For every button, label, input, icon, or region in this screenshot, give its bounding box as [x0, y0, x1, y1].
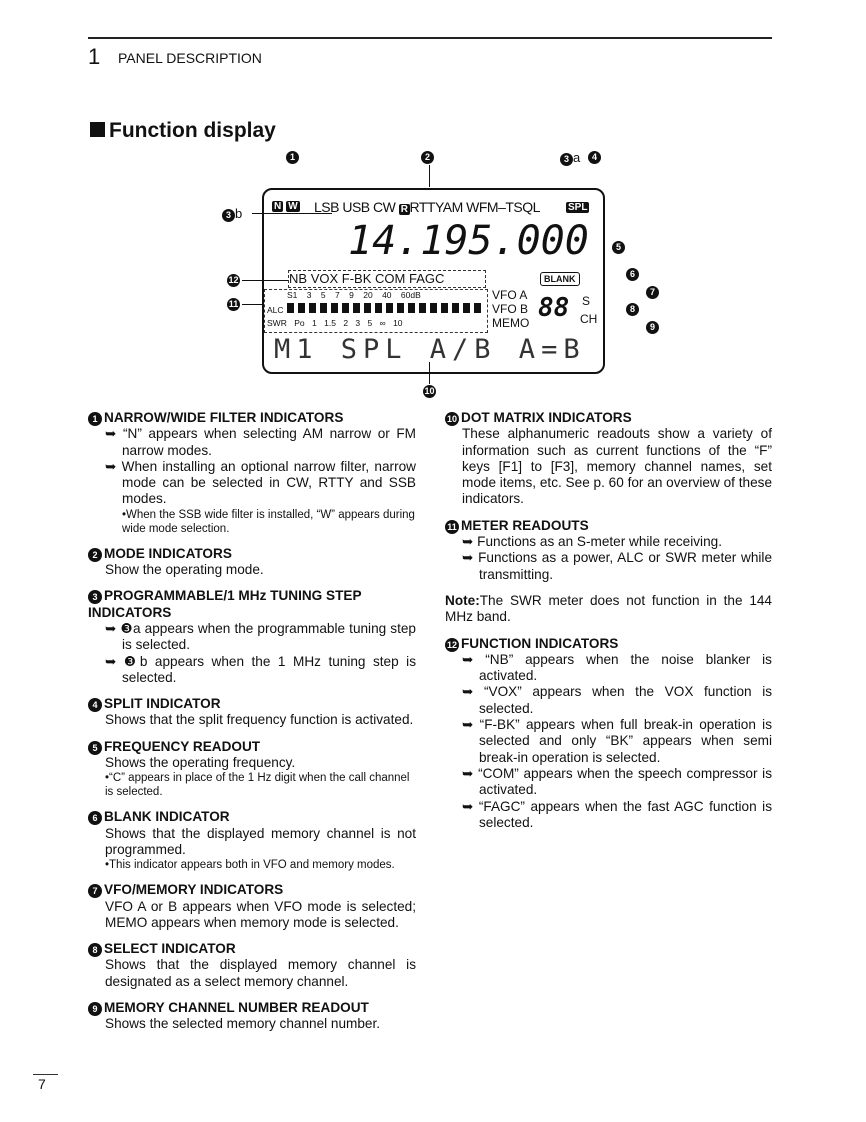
callout-number: 11: [445, 520, 459, 534]
split-indicator: SPL: [568, 202, 588, 213]
callout-number: 6: [88, 811, 102, 825]
s-meter-scale: S1 3 5 7 9 20 40 60dB: [287, 290, 421, 300]
description-section: [88, 809, 416, 872]
callout-9: 9: [646, 321, 659, 334]
description-section: [88, 696, 416, 729]
section-heading: [88, 410, 416, 426]
callout-number: 10: [446, 414, 457, 424]
mode-indicators: LSB USB CW R RTTYAM WFM–TSQL: [314, 199, 540, 215]
section-heading: [445, 518, 772, 534]
callout-number: 9: [88, 1002, 102, 1016]
callout-5: 5: [612, 241, 625, 254]
description-section: [88, 410, 416, 536]
description-section: [88, 882, 416, 931]
arrow-bullet-item: ➥ Functions as an S-meter while receiving.: [445, 534, 772, 550]
section-heading: [88, 588, 416, 621]
description-text: Shows the operating frequency.: [105, 755, 296, 771]
callout-4: 4: [588, 151, 601, 164]
heading-text: FUNCTION INDICATORS: [461, 635, 619, 651]
description-section: [88, 941, 416, 990]
header-rule: [88, 37, 772, 39]
page-number: 7: [38, 1076, 46, 1092]
description-text: •When the SSB wide filter is installed, “W” appears during wide mode selection.: [122, 508, 415, 535]
left-column: [88, 410, 416, 1043]
description-text: Shows that the displayed memory channel is not programmed.: [105, 825, 416, 857]
section-heading: [88, 696, 416, 712]
callout-10: 10: [424, 386, 435, 396]
arrow-bullet-item: ➥ ❸b appears when the 1 MHz tuning step is selected.: [88, 654, 416, 687]
arrow-bullet-item: ➥ “F-BK” appears when full break-in operation is selected and only “BK” appears when semi break-in operation is selected.: [445, 717, 772, 766]
description-section: [445, 410, 772, 508]
section-title-text: Function display: [109, 119, 276, 142]
alc-label: ALC: [267, 305, 284, 315]
heading-text: METER READOUTS: [461, 517, 589, 533]
section-heading: [445, 410, 772, 426]
arrow-bullet-item: ➥ “COM” appears when the speech compressor is activated.: [445, 766, 772, 799]
description-text: VFO A or B appears when VFO mode is selected; MEMO appears when memory mode is selected.: [105, 898, 416, 930]
description-section: [88, 588, 416, 686]
note-label: Note:: [445, 592, 480, 608]
callout-11: 11: [228, 299, 239, 309]
callout-8: 8: [626, 303, 639, 316]
callout-6: 6: [626, 268, 639, 281]
description-text: •This indicator appears both in VFO and memory modes.: [105, 859, 395, 872]
heading-text: NARROW/WIDE FILTER INDICATORS: [104, 410, 344, 425]
meter-bar: [287, 303, 482, 313]
meter-readout: [264, 289, 488, 333]
description-text: These alphanumeric readouts show a variety of information such as current functions of the “F” keys [F1] to [F3], memory channel names, set mode items, etc. See p. 60 for an overview of these indicators.: [462, 426, 772, 507]
heading-text: SPLIT INDICATOR: [104, 696, 221, 712]
callout-number: 7: [88, 884, 102, 898]
callout-number: 2: [88, 548, 102, 562]
arrow-bullet-item: ➥ ❸a appears when the programmable tuning step is selected.: [88, 621, 416, 654]
heading-text: BLANK INDICATOR: [104, 809, 230, 825]
section-heading: [88, 882, 416, 898]
section-heading: [88, 941, 416, 957]
function-indicators: NB VOX F-BK COM FAGC: [288, 270, 486, 288]
description-section: [88, 1000, 416, 1033]
leader-line: [242, 304, 262, 305]
callout-1: 1: [286, 151, 299, 164]
section-heading: [88, 546, 416, 562]
dot-matrix-readout: M1 SPL A/B A=B: [274, 334, 586, 365]
right-column: [445, 410, 772, 841]
callout-number: 12: [446, 639, 457, 650]
description-text: Shows that the displayed memory channel is designated as a select memory channel.: [105, 957, 416, 989]
arrow-bullet-item: ➥ “NB” appears when the noise blanker is activated.: [445, 652, 772, 685]
frequency-readout: 14.195.000: [348, 218, 589, 264]
description-text: Show the operating mode.: [105, 562, 264, 578]
channel-label: CH: [580, 312, 598, 326]
heading-text: PROGRAMMABLE/1 MHz TUNING STEP INDICATORS: [88, 588, 362, 620]
callout-2: 2: [421, 151, 434, 164]
callout-number: 4: [88, 698, 102, 712]
callout-3b: 3 b: [222, 206, 242, 222]
callout-number: 8: [88, 943, 102, 957]
heading-text: FREQUENCY READOUT: [104, 738, 261, 754]
lcd-function-display: [262, 188, 605, 374]
description-section: [88, 546, 416, 579]
callout-12: 12: [228, 275, 239, 285]
description-text: •“C” appears in place of the 1 Hz digit when the call channel is selected.: [105, 772, 410, 799]
page-number-rule: [33, 1074, 58, 1075]
chapter-title: PANEL DESCRIPTION: [118, 50, 262, 66]
vfo-memory-indicators: VFO A VFO B MEMO: [492, 288, 530, 330]
select-indicator: S: [582, 294, 591, 308]
chapter-number: 1: [88, 44, 101, 69]
arrow-bullet-item: ➥ When installing an optional narrow filter, narrow mode can be selected in CW, RTTY and SSB modes.: [88, 459, 416, 508]
leader-line: [429, 165, 430, 187]
heading-text: VFO/MEMORY INDICATORS: [104, 882, 284, 898]
arrow-bullet-item: ➥ Functions as a power, ALC or SWR meter while transmitting.: [445, 550, 772, 583]
section-heading: [88, 809, 416, 825]
heading-text: MEMORY CHANNEL NUMBER READOUT: [104, 1000, 369, 1016]
description-section: [445, 518, 772, 583]
description-text: Shows that the split frequency function is activated.: [105, 712, 414, 728]
callout-7: 7: [646, 286, 659, 299]
section-heading: [445, 636, 772, 652]
note-text: The SWR meter does not function in the 144 MHz band.: [445, 592, 772, 625]
square-bullet-icon: [90, 122, 105, 137]
callout-number: 3: [88, 590, 102, 604]
blank-indicator: BLANK: [540, 272, 580, 286]
description-section: [445, 593, 772, 626]
section-heading: [88, 739, 416, 755]
callout-number: 1: [88, 412, 102, 426]
heading-text: MODE INDICATORS: [104, 545, 232, 561]
section-title: [90, 119, 276, 143]
callout-3a: 3 a: [560, 150, 580, 166]
description-section: [445, 636, 772, 832]
arrow-bullet-item: ➥ “N” appears when selecting AM narrow or FM narrow modes.: [88, 426, 416, 459]
arrow-bullet-item: ➥ “VOX” appears when the VOX function is selected.: [445, 684, 772, 717]
description-text: Shows the selected memory channel number.: [105, 1016, 381, 1032]
swr-scale: SWR Po 1 1.5 2 3 5 ∞ 10: [267, 318, 403, 328]
heading-text: DOT MATRIX INDICATORS: [461, 410, 632, 425]
note: [445, 593, 772, 626]
callout-number: 5: [88, 741, 102, 755]
arrow-bullet-item: ➥ “FAGC” appears when the fast AGC function is selected.: [445, 799, 772, 832]
description-section: [88, 739, 416, 800]
filter-indicators: N W: [274, 201, 298, 212]
heading-text: SELECT INDICATOR: [104, 941, 236, 957]
memory-channel-number: 88: [538, 293, 570, 323]
section-heading: [88, 1000, 416, 1016]
